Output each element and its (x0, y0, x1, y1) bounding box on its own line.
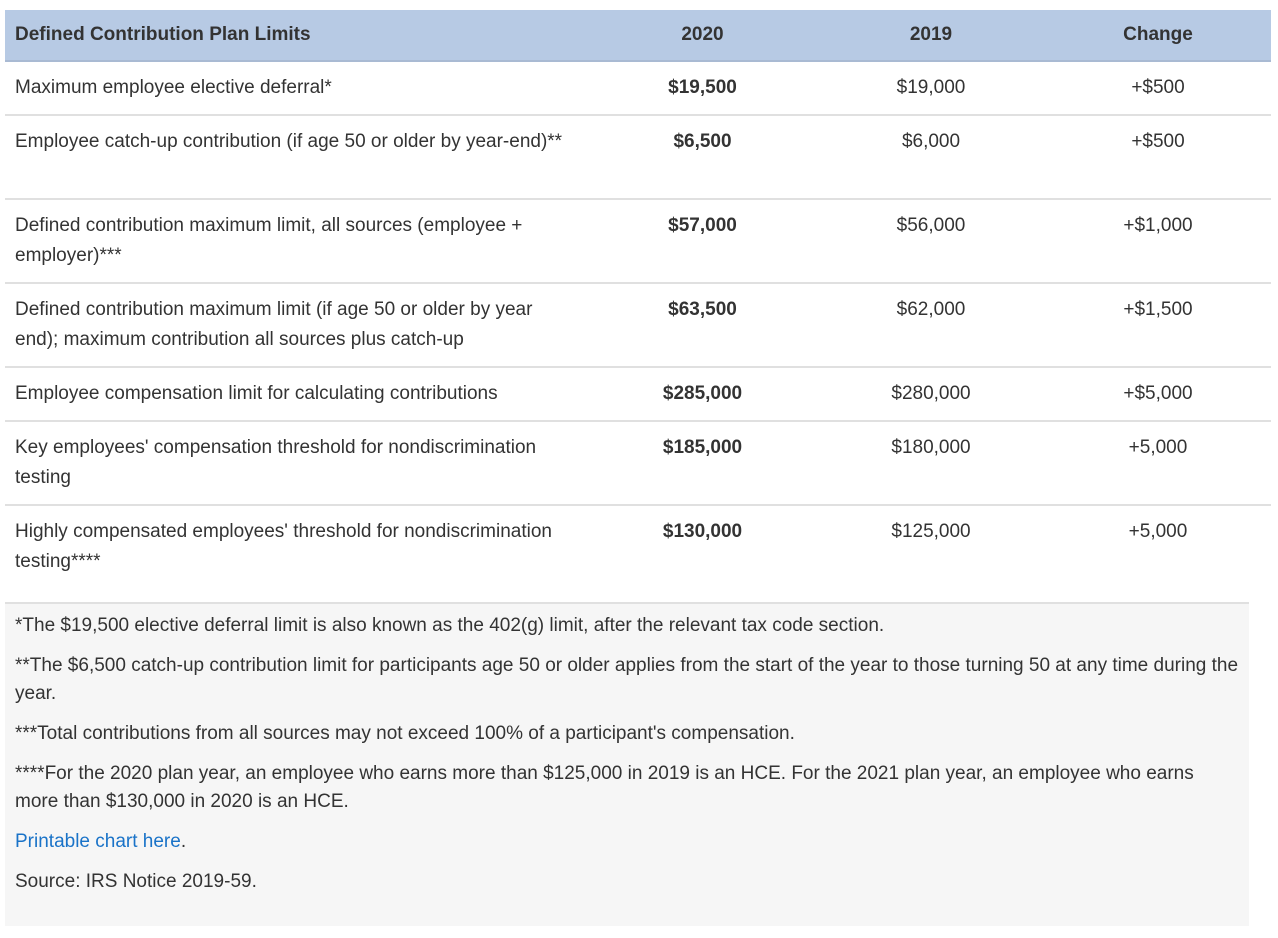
row-label: Employee catch-up contribution (if age 50 or older by year-end)** (15, 131, 563, 152)
printable-line (15, 828, 1239, 856)
row-label: Employee compensation limit for calculating contributions (15, 383, 498, 404)
table-row (5, 115, 1271, 199)
value-2020: $285,000 (662, 383, 743, 404)
value-2020: $19,500 (668, 77, 737, 98)
footnote-2: **The $6,500 catch-up contribution limit for participants age 50 or older applies from the start of the year to those turning 50 at any time during the year. (15, 655, 1239, 704)
value-2019: $180,000 (891, 437, 971, 458)
footnote-1: *The $19,500 elective deferral limit is also known as the 402(g) limit, after the relevant tax code section. (15, 615, 885, 636)
table-row (5, 283, 1271, 367)
value-2019: $56,000 (896, 215, 966, 236)
table-row (5, 505, 1271, 588)
table-row (5, 367, 1271, 421)
table-body (5, 61, 1271, 588)
value-2020: $130,000 (662, 521, 743, 542)
row-label: Key employees' compensation threshold for nondiscrimination testing (15, 437, 537, 488)
row-label: Defined contribution maximum limit, all sources (employee + employer)*** (15, 215, 523, 266)
row-label: Highly compensated employees' threshold for nondiscrimination testing**** (15, 521, 552, 572)
limits-table-container (5, 10, 1271, 588)
table-row (5, 61, 1271, 115)
footnote-3: ***Total contributions from all sources may not exceed 100% of a participant's compensation. (15, 723, 795, 744)
value-2019: $280,000 (891, 383, 971, 404)
value-2019: $125,000 (891, 521, 971, 542)
value-change: +$500 (1131, 131, 1185, 152)
table-row (5, 199, 1271, 283)
header-row (5, 10, 1271, 61)
value-change: +5,000 (1128, 437, 1188, 458)
value-2020: $57,000 (668, 215, 737, 236)
header-2020: 2020 (588, 10, 817, 61)
value-change: +5,000 (1128, 521, 1188, 542)
header-2019: 2019 (817, 10, 1045, 61)
table-header (5, 10, 1271, 61)
value-change: +$500 (1131, 77, 1185, 98)
value-2019: $62,000 (896, 299, 966, 320)
footnote-4: ****For the 2020 plan year, an employee who earns more than $125,000 in 2019 is an HCE. For the 2021 plan year, an employee who earns more than $130,000 in 2020 is an HCE. (15, 763, 1194, 812)
value-2019: $6,000 (901, 131, 961, 152)
table-row (5, 421, 1271, 505)
value-2020: $63,500 (668, 299, 737, 320)
header-change: Change (1045, 10, 1271, 61)
value-2019: $19,000 (896, 77, 966, 98)
header-plan-limits: Defined Contribution Plan Limits (5, 10, 588, 61)
printable-suffix: . (180, 831, 187, 852)
value-2020: $185,000 (662, 437, 743, 458)
source-note: Source: IRS Notice 2019-59. (15, 871, 257, 892)
value-change: +$5,000 (1123, 383, 1193, 404)
value-2020: $6,500 (673, 131, 732, 152)
printable-chart-link[interactable]: Printable chart here (15, 831, 181, 852)
row-label: Defined contribution maximum limit (if age 50 or older by year end); maximum contribution all sources plus catch-up (15, 299, 533, 350)
value-change: +$1,000 (1123, 215, 1193, 236)
row-label: Maximum employee elective deferral* (15, 77, 332, 98)
value-change: +$1,500 (1123, 299, 1193, 320)
limits-table (5, 10, 1271, 588)
footnotes-panel (5, 602, 1249, 926)
